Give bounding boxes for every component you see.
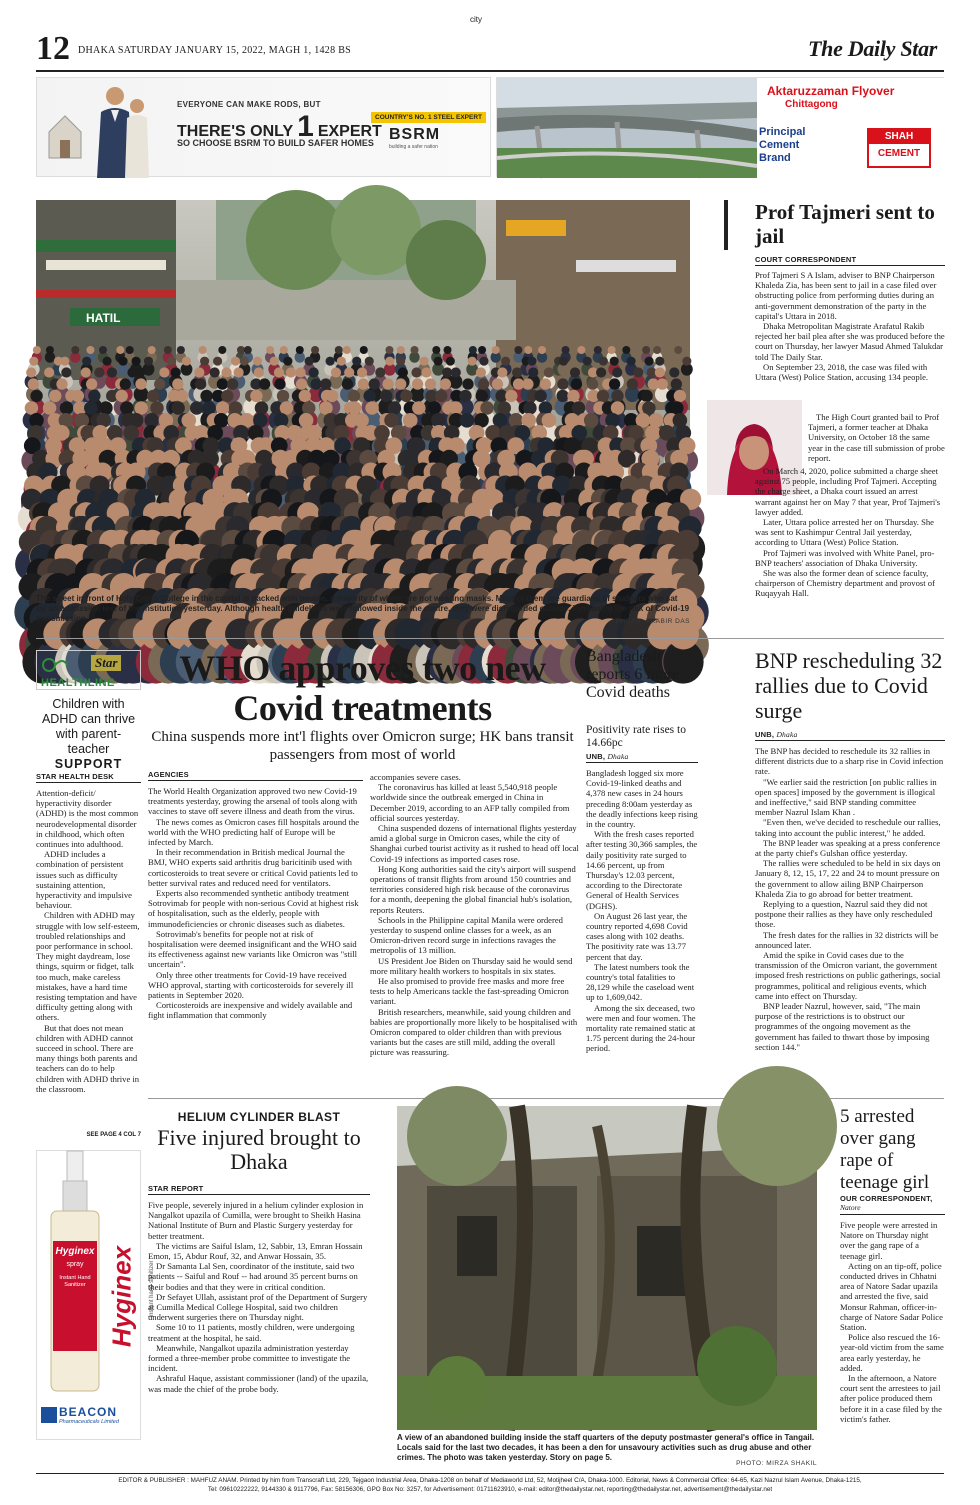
gang-byline-rule: [840, 1214, 945, 1215]
bd-covid-para: Among the six deceased, two were men and four women. The mortality rate remained static at 1.75 percent during the 24-hour period.: [586, 1002, 696, 1054]
who-para: The coronavirus has killed at least 5,540,918 people worldwide since the outbreak emerged in China in December 2019, according to an AFP tally compiled from official sources yesterday.: [370, 782, 570, 823]
bnp-para: The BNP leader was speaking at a press conference at the party chief's Gulshan office yesterday.: [755, 837, 941, 859]
crowd-photo-caption: The street in front of Holy Cross College in the capital is packed with people, a majority of whom are not wearing masks. Most of them are guardians of students who sat for an admission test of the institution yesterday. Although health guidelines were followed inside the centre, they were disregarded outside, increasing the risk of Covid-19 transmission.: [36, 594, 690, 623]
beacon-name: BEACON: [59, 1405, 118, 1419]
who-para: US President Joe Biden on Thursday said he would send more military health workers to hospitals in six states.: [370, 955, 573, 976]
gang-para: Police also rescued the 16-year-old victim from the same area early yesterday, he added.: [840, 1332, 944, 1373]
shah-logo-top: SHAH: [869, 130, 929, 144]
dateline: DHAKA SATURDAY JANUARY 15, 2022, MAGH 1, 1428 BS: [78, 45, 352, 56]
tajmeri-body-wrap: [808, 412, 945, 463]
bsrm-line1: EVERYONE CAN MAKE RODS, BUT: [177, 100, 321, 109]
stethoscope-icon: [41, 655, 69, 675]
bnp-para: Replying to a question, Nazrul said they did not postpone their rallies as they have only rescheduled those.: [755, 899, 933, 930]
flyover-image: [497, 78, 757, 178]
shah-slogan: [759, 126, 805, 165]
who-para: He also promised to provide free masks and more free tests to help Americans tackle the fast-spreading Omicron variant.: [370, 976, 569, 1007]
who-byline: AGENCIES: [148, 770, 189, 779]
tajmeri-para: On September 23, 2018, the case was filed with Uttara (West) Police Station, accusing 134 people.: [755, 361, 929, 383]
helium-body: [148, 1200, 370, 1394]
who-para: In their recommendation in British medical Journal the BMJ, WHO experts said arthritis drug baricitinib used with corticosteroids to treat severe or critical Covid patients led to better survival rates and reduced need for ventilators.: [148, 847, 358, 888]
tajmeri-para: Dhaka Metropolitan Magistrate Arafatul Rakib rejected her bail plea after she was produced before the court on Thursday, her lawyer Masud Ahmed Talukdar told The Daily Star.: [755, 321, 945, 362]
shah-line3: Brand: [759, 152, 791, 164]
bottle-label: Hyginex: [55, 1246, 95, 1257]
helium-para: Dr Samanta Lal Sen, coordinator of the institute, said two patients -- Saiful and Rouf -- had around 35 percent burns on their bodies and that they were in critical condition.: [148, 1261, 358, 1292]
healthline-headline: [36, 697, 141, 772]
bd-covid-byline-place: Dhaka: [607, 752, 629, 761]
footer-rule: [36, 1473, 944, 1474]
bnp-para: The rallies were scheduled to be held in six days on January 8, 12, 15, 17, 22 and 24 to mount pressure on the government to allow ailing BNP Chairperson Khaleda Zia to go abroad for better treatment.: [755, 858, 941, 899]
tajmeri-byline: COURT CORRESPONDENT: [755, 255, 857, 264]
healthline-star: Star: [91, 655, 121, 671]
building-photo-credit: PHOTO: MIRZA SHAKIL: [736, 1460, 817, 1467]
tajmeri-para: The High Court granted bail to Prof Tajmeri, a former teacher at Dhaka University, on October 18 the same year in the case till submission of probe report.: [808, 412, 945, 463]
shah-title2: Chittagong: [785, 99, 838, 110]
footer: [36, 1476, 944, 1494]
tajmeri-para: Prof Tajmeri was involved with White Panel, pro-BNP teachers' association of Dhaka University.: [755, 547, 935, 568]
bd-covid-body: [586, 768, 698, 1054]
who-subhead: China suspends more int'l flights over Omicron surge; HK bans transit passengers from most of world: [151, 729, 574, 763]
bsrm-advertisement[interactable]: [36, 77, 491, 177]
bnp-byline: [755, 730, 797, 739]
healthline-byline-rule: [36, 782, 141, 783]
page-number: 12: [36, 30, 70, 67]
gang-body: [840, 1220, 945, 1424]
shah-logo: [867, 128, 931, 168]
bsrm-number: 1: [297, 110, 314, 143]
who-para: Hong Kong authorities said the city's airport will suspend operations of transit flights from around 150 countries and territories considered high risk because of the coronavirus for a month, deepening the global financial hub's isolation, reports Reuters.: [370, 863, 576, 915]
who-para: China suspended dozens of international flights yesterday amid a global surge in Omicron cases, while the city of Shanghai curbed tourist activity as it rushed to head off local Covid-19 infections as imported cases rose.: [370, 823, 579, 864]
bottle-sub: spray: [66, 1261, 84, 1268]
healthline-para: Attention-deficit/ hyperactivity disorder (ADHD) is the most common neurodevelopmental disorder in childhood, which often continues into adulthood.: [36, 788, 139, 850]
who-para: Sotrovimab's benefits for people not at risk of hospitalisation were deemed insignificant and the WHO said its effectiveness against new variants like Omicron was "still uncertain".: [148, 928, 358, 970]
beacon-sub: Pharmaceuticals Limited: [59, 1419, 119, 1425]
footer-line2: Tel: 09610222222, 9144330 & 9117796, Fax: 58156306, GPO Box No: 3257, for Advertisement: 01711623910, e-mail: editor@thedailystar.net, reporting@thedailystar.net, advertisement@thedailystar.net: [207, 1486, 773, 1493]
hyginex-side-text: Instant hand sanitizer: [149, 1260, 155, 1318]
healthline-para: ADHD includes a combination of persistent issues such as difficulty sustaining attention, hyperactivity and impulsive behaviour.: [36, 849, 132, 911]
bsrm-line3: SO CHOOSE BSRM TO BUILD SAFER HOMES: [177, 138, 374, 148]
bnp-para: BNP leader Nazrul, however, said, "The main purpose of the restrictions is to obstruct our programmes of the ongoing movement as the government has failed to thwart those by imposing section 144.": [755, 1001, 930, 1052]
ad-person-figure: [93, 82, 151, 178]
shah-panel: [757, 78, 945, 178]
shop-sign-text: HATIL: [86, 311, 121, 325]
bsrm-brand: BSRM: [389, 126, 441, 143]
bd-covid-headline: Bangladesh reports 6 more Covid deaths: [586, 648, 680, 701]
who-para: Schools in the Philippine capital Manila were ordered yesterday to suspend online classes for a week, as an Omicron-driven record surge in infections ravages the metropolis of 13 million.: [370, 914, 563, 956]
helium-byline-rule: [148, 1194, 370, 1195]
hyginex-vertical-brand: [106, 1191, 155, 1401]
shah-title1: Aktaruzzaman Flyover: [767, 84, 895, 98]
bd-covid-subhead: Positivity rate rises to 14.66pc: [586, 724, 686, 749]
healthline-name: HEALTHLINE: [41, 677, 115, 689]
tajmeri-para: Prof Tajmeri S A Islam, adviser to BNP Chairperson Khaleda Zia, has been sent to jail in a case filed over obstructing police from performing duties during an anti-government demonstration of the party in the capital's Uttara in 2018.: [755, 270, 937, 321]
bd-covid-para: Bangladesh logged six more Covid-19-linked deaths and 4,378 new cases in 24 hours preceding 8:00am yesterday as the deadly infections keep rising in the country.: [586, 768, 698, 830]
shah-logo-bottom: CEMENT: [877, 148, 921, 159]
helium-para: Ashraful Haque, assistant commissioner (land) of the upazila, was made the chief of the probe body.: [148, 1373, 369, 1394]
who-para: accompanies severe cases.: [370, 772, 461, 782]
who-headline: WHO approves two new Covid treatments: [179, 648, 546, 728]
bsrm-brand-sub: building a safer nation: [389, 144, 438, 150]
tajmeri-headline: Prof Tajmeri sent to jail: [755, 200, 935, 248]
tajmeri-para: Later, Uttara police arrested her on Thursday. She was sent to Kashimpur Central Jail yesterday, according to Uttara (West) Police Station.: [755, 517, 934, 548]
tajmeri-para: On March 4, 2020, police submitted a charge sheet against 75 people, including Prof Tajmeri. Accepting the charge sheet, a Dhaka court issued an arrest warrant against her on May 7 that year, Prof Tajmeri's lawyer added.: [755, 466, 941, 517]
tajmeri-body-bottom: [755, 466, 945, 599]
shah-line2: Cement: [759, 139, 800, 151]
shah-cement-advertisement[interactable]: [496, 77, 944, 177]
bd-covid-byline: [586, 752, 628, 761]
bd-covid-para: With the fresh cases reported after testing 30,366 samples, the daily positivity rate surged to 14.66 percent, up from Thursday's 12.03 percent, according to the Directorate General of Health Services (DGHS).: [586, 829, 698, 911]
bnp-para: "Even then, we've decided to reschedule our rallies, taking into account the public interest," he added.: [755, 817, 941, 838]
bnp-byline-agency: UNB,: [755, 730, 775, 739]
who-para: Corticosteroids are inexpensive and widely available and fight inflammation that commonly: [148, 1000, 353, 1021]
tajmeri-body-top: [755, 270, 945, 382]
healthline-headline-text: Children with ADHD can thrive with parent-teacher: [41, 697, 136, 756]
healthline-byline: STAR HEALTH DESK: [36, 772, 114, 781]
helium-para: Meanwhile, Nangalkot upazila administration yesterday formed a three-member probe committee to investigate the incident.: [148, 1342, 351, 1374]
bnp-para: Amid the spike in Covid cases due to the transmission of the Omicron variant, the government imposed fresh restrictions on public gatherings, social programmes, political and religious events, which came into effect on Thursday.: [755, 950, 941, 1001]
crowd-people: [14, 346, 709, 684]
helium-headline: Five injured brought to Dhaka: [157, 1125, 361, 1174]
bsrm-line2b: EXPERT: [317, 123, 382, 140]
helium-byline: STAR REPORT: [148, 1184, 204, 1193]
bnp-body: [755, 746, 945, 1052]
footer-line1: EDITOR & PUBLISHER : MAHFUZ ANAM. Printed by him from Transcraft Ltd, 229, Tejgaon Industrial Area, Dhaka-1208 on behalf of Mediaworld Ltd, 52, Motijheel C/A, Dhaka-1000. Editorial, News & Commercial Office: 64-65, Kazi Nazrul Islam Avenue, Dhaka-1215,: [118, 1477, 862, 1484]
healthline-headline-tail: SUPPORT: [54, 757, 123, 771]
tajmeri-byline-rule: [755, 265, 945, 266]
who-para: Experts also recommended synthetic antibody treatment Sotrovimab for people with non-serious Covid at highest risk of hospitalisation, such as the elderly, people with immunodeficiencies or chronic diseases such as diabetes.: [148, 888, 359, 929]
helium-para: Some 10 to 11 patients, mostly children, were undergoing treatment at the hospital, he said.: [148, 1322, 355, 1343]
tajmeri-para: She was also the former dean of science faculty, chairperson of Chemistry department and provost of Ruqayyah Hall.: [755, 568, 935, 599]
gang-para: In the afternoon, a Natore court sent the arrestees to jail after police produced them before it in a case filed by the victim's father.: [840, 1373, 942, 1424]
who-para: The World Health Organization approved two new Covid-19 treatments yesterday, growing the arsenal of tools along with vaccines to stave off severe illness and death from the virus.: [148, 786, 358, 817]
gang-byline: OUR CORRESPONDENT,: [840, 1194, 933, 1203]
healthline-body: [36, 788, 141, 1094]
bsrm-tag: COUNTRY'S NO. 1 STEEL EXPERT: [371, 112, 486, 123]
ad-house-icon: [45, 106, 85, 164]
who-col1: [148, 786, 363, 1021]
bd-covid-byline-agency: UNB,: [586, 752, 606, 761]
bnp-headline: BNP rescheduling 32 rallies due to Covid surge: [755, 648, 943, 723]
healthline-see-page[interactable]: SEE PAGE 4 COL 7: [86, 1132, 141, 1138]
who-para: British researchers, meanwhile, said young children and babies are proportionally more likely to be hospitalised with Omicron compared to older children than with previous variants but the cases are still mild, adding the overall picture was reassuring.: [370, 1006, 578, 1058]
helium-kicker: HELIUM CYLINDER BLAST: [177, 1110, 341, 1124]
paper-name-logo: The Daily Star: [808, 36, 938, 61]
masthead-rule: [36, 70, 944, 72]
building-photo-caption: A view of an abandoned building inside the staff quarters of the deputy postmaster general's office in Tangail. Locals said for the last two decades, it has been a den for unsavoury activities such as drug abuse and other crimes. The photo was taken yesterday. Story on page 5.: [397, 1433, 815, 1462]
section-tag: city: [470, 15, 482, 24]
who-para: Only three other treatments for Covid-19 have received WHO approval, starting with corticosteroids for severely ill patients in September 2020.: [148, 969, 354, 1001]
beacon-logo-icon: [41, 1407, 57, 1423]
gang-headline: 5 arrested over gang rape of teenage girl: [840, 1106, 930, 1193]
section-divider: [36, 638, 944, 639]
who-col2: [370, 772, 580, 1058]
healthline-logo: [36, 650, 141, 690]
gang-para: Five people were arrested in Natore on Thursday night over the gang rape of a teenage girl.: [840, 1220, 938, 1261]
bnp-byline-rule: [755, 740, 945, 741]
bsrm-line2a: THERE'S ONLY: [177, 123, 294, 140]
helium-para: Dr Sefayet Ullah, assistant prof of the Department of Surgery at Cumilla Medical College Hospital, said two children underwent surgeries there on Thursday night.: [148, 1291, 368, 1323]
helium-para: The victims are Saiful Islam, 12, Sabbir, 13, Emran Hossain Emon, 15, Abdur Rouf, 32, and Anwar Hossain, 35.: [148, 1240, 363, 1262]
who-byline-rule: [148, 780, 363, 781]
bnp-para: The fresh dates for the rallies in 32 districts will be announced later.: [755, 929, 939, 950]
healthline-para: Children with ADHD may struggle with low self-esteem, troubled relationships and poor performance in school. They might daydream, lose things, squirm or fidget, talk too much, make careless mistakes, have a hard time resisting temptation and have difficulty getting along with others.: [36, 910, 140, 1023]
crowd-photo: [36, 200, 690, 590]
abandoned-building-photo: [397, 1106, 817, 1430]
hyginex-brand: Hyginex: [106, 1245, 137, 1348]
bnp-para: "We earlier said the restriction [on public rallies in open spaces] imposed by the government is illogical and ineffective," said BNP standing committee member Nazrul Islam Khan .: [755, 776, 937, 818]
helium-para: Five people, severely injured in a helium cylinder explosion in Nangalkot upazila of Cumilla, were brought to Sheikh Hasina National Institute of Burn and Plastic Surgery yesterday for better treatment.: [148, 1200, 364, 1241]
shah-line1: Principal: [759, 126, 806, 138]
bottle-desc: Instant Hand Sanitizer: [59, 1275, 91, 1288]
bd-covid-para: On August 26 last year, the country reported 4,698 Covid cases along with 102 deaths. The positivity rate was 13.77 percent that day.: [586, 910, 688, 962]
bnp-byline-place: Dhaka: [776, 730, 798, 739]
healthline-para: But that does not mean children with ADHD cannot succeed in school. There are many things both parents and teachers can do to help children with ADHD thrive in the classroom.: [36, 1022, 140, 1094]
tajmeri-accent-bar: [724, 200, 728, 250]
gang-para: Acting on an tip-off, police conducted drives in Chhatni area of Natore Sadar upazila and arrested the five, said Monsur Rahman, officer-in-charge of Natore Sadar Police Station.: [840, 1260, 943, 1333]
bnp-para: The BNP has decided to reschedule its 32 rallies in different districts due to a sharp rise in Covid infection rate.: [755, 746, 944, 777]
crowd-photo-credit: PHOTO: PRABIR DAS: [615, 618, 690, 625]
gang-byline-place: Natore: [840, 1203, 861, 1212]
who-para: The news comes as Omicron cases fill hospitals around the world with the WHO predicting half of Europe will be infected by March.: [148, 816, 360, 848]
bd-covid-byline-rule: [586, 762, 698, 763]
bd-covid-para: The latest numbers took the country's total fatalities to 28,129 while the caseload went up to 1,609,042.: [586, 961, 695, 1003]
hyginex-advertisement[interactable]: [36, 1150, 155, 1440]
